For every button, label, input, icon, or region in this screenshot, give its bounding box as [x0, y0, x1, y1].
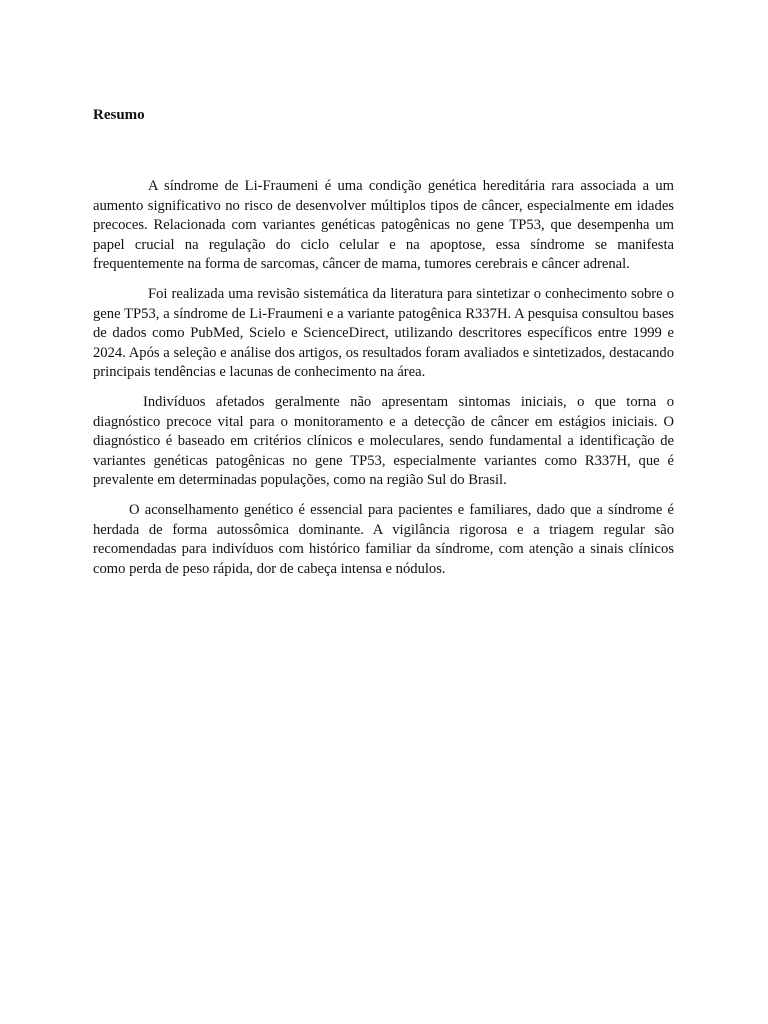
paragraph-4: O aconselhamento genético é essencial para pacientes e familiares, dado que a síndrome é herdada de forma autossômica dominante. A vigilância rigorosa e a triagem regular são recomendadas para indivíduos com histórico familiar da síndrome, com atenção a sinais clínicos como perda de peso rápida, dor de cabeça intensa e nódulos.	[93, 501, 674, 577]
abstract-body	[93, 177, 674, 589]
paragraph-3: Indivíduos afetados geralmente não apresentam sintomas iniciais, o que torna o diagnóstico precoce vital para o monitoramento e a detecção de câncer em estágios iniciais. O diagnóstico é baseado em critérios clínicos e moleculares, sendo fundamental a identificação de variantes genéticas patogênicas no gene TP53, especialmente variantes como R337H, que é prevalente em determinadas populações, como na região Sul do Brasil.	[93, 393, 674, 489]
paragraph-1: A síndrome de Li-Fraumeni é uma condição genética hereditária rara associada a um aumento significativo no risco de desenvolver múltiplos tipos de câncer, especialmente em idades precoces. Relacionada com variantes genéticas patogênicas no gene TP53, que desempenha um papel crucial na regulação do ciclo celular e na apoptose, essa síndrome se manifesta frequentemente na forma de sarcomas, câncer de mama, tumores cerebrais e câncer adrenal.	[93, 178, 674, 273]
page-title: Resumo	[93, 107, 145, 123]
paragraph-2: Foi realizada uma revisão sistemática da literatura para sintetizar o conhecimento sobre o gene TP53, a síndrome de Li-Fraumeni e a variante patogênica R337H. A pesquisa consultou bases de dados como PubMed, Scielo e ScienceDirect, utilizando descritores específicos entre 1999 e 2024. Após a seleção e análise dos artigos, os resultados foram avaliados e sintetizados, destacando principais tendências e lacunas de conhecimento na área.	[93, 285, 674, 381]
